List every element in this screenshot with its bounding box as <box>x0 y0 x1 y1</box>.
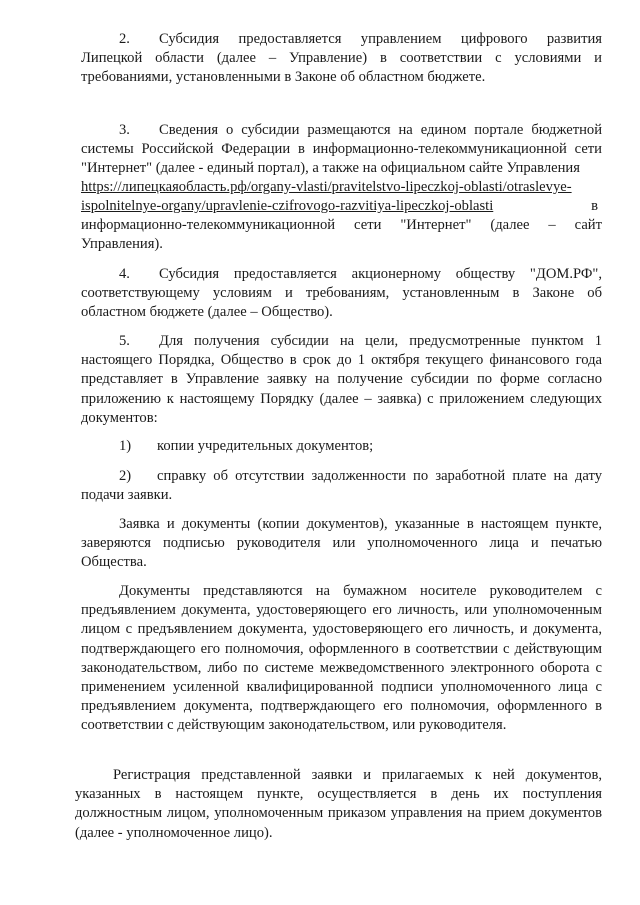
paragraph-3 <box>81 121 602 179</box>
paragraph-text: Документы представляются на бумажном носителе руководителем с предъявлением документа, удостоверяющего его личность, или уполномоченным лицом с предъявлением документа, удостоверяющего его личность, и документа, подтверждающего его полномочия, оформленного в соответствии с действующим законодательством, либо по системе межведомственного электронного оборота с применением усиленной квалифицированной подписи уполномоченного лица с предъявлением документа, подтверждающего его полномочия, оформленного в соответствии с действующим законодательством, или руководителя. <box>81 583 602 734</box>
paragraph-certification <box>81 515 602 573</box>
paragraph-4 <box>81 265 602 323</box>
paragraph-number: 3. <box>119 122 130 138</box>
paragraph-5 <box>81 332 602 428</box>
paragraph-submission <box>81 582 602 736</box>
paragraph-text: информационно-телекоммуникационной сети "Интернет" (далее – сайт Управления). <box>81 217 602 253</box>
paragraph-3-continued <box>81 216 602 254</box>
list-item-number: 2) <box>119 468 132 484</box>
paragraph-number: 2. <box>119 31 130 47</box>
paragraph-text: Субсидия предоставляется управлением цифрового развития Липецкой области (далее – Управление) в соответствии с условиями и требованиями, установленными в Законе об областном бюджете. <box>81 31 602 86</box>
connector-word: в <box>591 198 598 214</box>
url-line-2 <box>81 197 602 216</box>
list-item-number: 1) <box>119 438 132 454</box>
paragraph-number: 5. <box>119 333 130 349</box>
paragraph-number: 4. <box>119 266 130 282</box>
site-link[interactable]: https://липецкаяобласть.рф/organy-vlasti/pravitelstvo-lipeczkoj-oblasti/otraslevye- <box>81 179 572 195</box>
paragraph-text: Заявка и документы (копии документов), указанные в настоящем пункте, заверяются подписью руководителя или уполномоченного лица и печатью Общества. <box>81 516 602 571</box>
url-line-1 <box>81 178 602 197</box>
paragraph-text: Регистрация представленной заявки и прилагаемых к ней документов, указанных в настоящем пункте, осуществляется в день их поступления должностным лицом, уполномоченным приказом управления на прием документов (далее - уполномоченное лицо). <box>75 767 602 841</box>
list-item-text: копии учредительных документов; <box>157 438 374 454</box>
list-item-text: справку об отсутствии задолженности по заработной плате на дату подачи заявки. <box>81 468 602 504</box>
paragraph-2 <box>81 30 602 88</box>
paragraph-text: Сведения о субсидии размещаются на едином портале бюджетной системы Российской Федерации в информационно-телекоммуникационной сети "Интернет" (далее - единый портал), а также на официальном сайте Управления <box>81 122 602 177</box>
paragraph-text: Для получения субсидии на цели, предусмотренные пунктом 1 настоящего Порядка, Общество в срок до 1 октября текущего финансового года представляет в Управление заявку на получение субсидии по форме согласно приложению к настоящему Порядку (далее – заявка) с приложением следующих документов: <box>81 333 602 426</box>
site-link-continued[interactable]: ispolnitelnye-organy/upravlenie-czifrovogo-razvitiya-lipeczkoj-oblasti <box>81 198 494 214</box>
paragraph-text: Субсидия предоставляется акционерному обществу "ДОМ.РФ", соответствующему условиям и требованиям, установленным в Законе об областном бюджете (далее – Общество). <box>81 266 602 321</box>
paragraph-registration <box>75 766 602 843</box>
list-item-2 <box>81 467 602 505</box>
list-item-1 <box>81 437 602 456</box>
